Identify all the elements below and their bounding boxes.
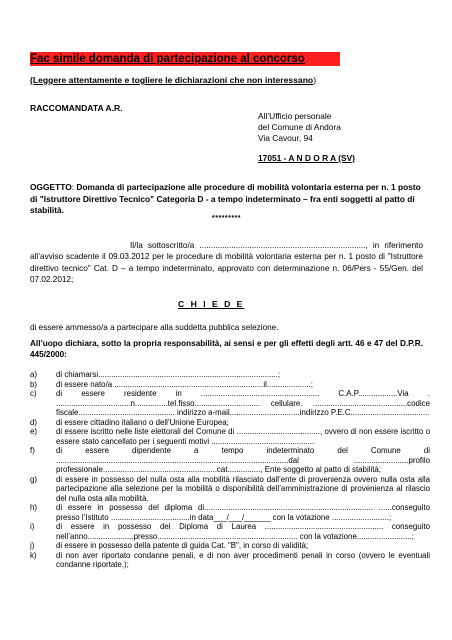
list-item: j) di essere in possesso della patente di guida Cat. "B", in corso di validità; bbox=[30, 541, 309, 550]
ammesso-paragraph: di essere ammesso/a a partecipare alla suddetta pubblica selezione. bbox=[30, 323, 279, 332]
oggetto-text-b: "Istruttore Direttivo Tecnico" Categoria D - a tempo indeterminato – fra enti soggetti al patto di stabilità. bbox=[30, 193, 415, 215]
address-line-2: del Comune di Andora bbox=[258, 122, 341, 132]
oggetto-text-a: Domanda di partecipazione alle procedure di mobilità volontaria esterna per n. 1 posto di bbox=[30, 182, 421, 204]
document-title: Fac simile domanda di partecipazione al concorso bbox=[30, 52, 340, 66]
list-item: i) di essere in possesso del Diploma di Laurea ...................................................... conseguito nell’anno.....................presso................................................................ con la votazione.........................; bbox=[30, 522, 433, 541]
subtitle-instruction: (Leggere attentamente e togliere le dichiarazioni che non interessano bbox=[30, 75, 314, 85]
list-item: e) di essere iscritto nelle liste elettorali del Comune di ......................................, ovvero di non essere iscritto o essere stato cancellato per i seguenti motivi ............................................... bbox=[30, 427, 433, 446]
raccomandata-label: RACCOMANDATA A.R. bbox=[30, 103, 123, 113]
list-item: d) di essere cittadino italiano o dell’Unione Europea; bbox=[30, 417, 229, 427]
address-line-3: Via Cavour, 94 bbox=[258, 133, 313, 143]
list-item: f) di essere dipendente a tempo indeterminato del Comune di ..........................................................................................................dal .........................profilo professionale....................................................cat..............., Ente soggetto al patto di stabilità; bbox=[30, 446, 433, 474]
list-item: g) di essere in possesso del nulla osta alla mobilità rilasciato dall’ente di provenienza ovvero nulla osta alla partecipazione alla selezione per la mobilità o disponibilità dell’amministrazione di provenienza al rilascio del nulla osta alla mobilità. bbox=[30, 474, 433, 503]
list-item: c) di essere residente in ...................................................... C.A.P..................Via . ..................................n...............tel.fisso.............................. cellulare. ...........................................codice fiscale............................................ indirizzo a-mail................................indirizzo P.E.C.................................... bbox=[30, 389, 433, 417]
oggetto-label: OGGETTO bbox=[30, 182, 72, 192]
address-line-1: All’Ufficio personale bbox=[258, 111, 332, 121]
subtitle-close: ) bbox=[313, 75, 317, 85]
intro-paragraph: Il/la sottoscritto/a ........................................................................., in riferimento all’avviso scadente il 09.03.2012 per le procedure di mobilità volontaria esterna per n. 1 posto di "Istruttore direttivo tecnico" Cat. D – a tempo indeterminato, approvato con determinazione n. 06/Pers - 55/Gen. del 07.02.2012; bbox=[30, 241, 423, 285]
list-item: h) di essere in possesso del diploma di............................................................................. ......conseguito presso l’Istituto ....................................in data___/___/______ con la votazione ..........................; bbox=[30, 503, 433, 522]
list-item: a) di chiamarsi..................................................................................; bbox=[30, 370, 281, 379]
oggetto-colon: : bbox=[71, 182, 77, 192]
recipient-address bbox=[258, 111, 341, 144]
list-item: b) di essere nato/a ....................................................................il....................; bbox=[30, 379, 313, 389]
document-subtitle bbox=[30, 75, 316, 85]
dichiara-paragraph: All’uopo dichiara, sotto la propria responsabilità, ai sensi e per gli effetti degli artt. 46 e 47 del D.P.R. 445/2000: bbox=[30, 339, 423, 360]
oggetto-paragraph bbox=[30, 182, 425, 217]
chiede-heading: C H I E D E bbox=[178, 299, 245, 309]
declarations-list bbox=[30, 370, 433, 570]
list-item: k) di non aver riportato condanne penali, e di non aver procedimenti penali in corso (ovvero le eventuali condanne riportate.); bbox=[30, 550, 433, 569]
separator-stars: ********* bbox=[212, 215, 242, 222]
recipient-city: 17051 - A N D O R A (SV) bbox=[258, 153, 355, 163]
